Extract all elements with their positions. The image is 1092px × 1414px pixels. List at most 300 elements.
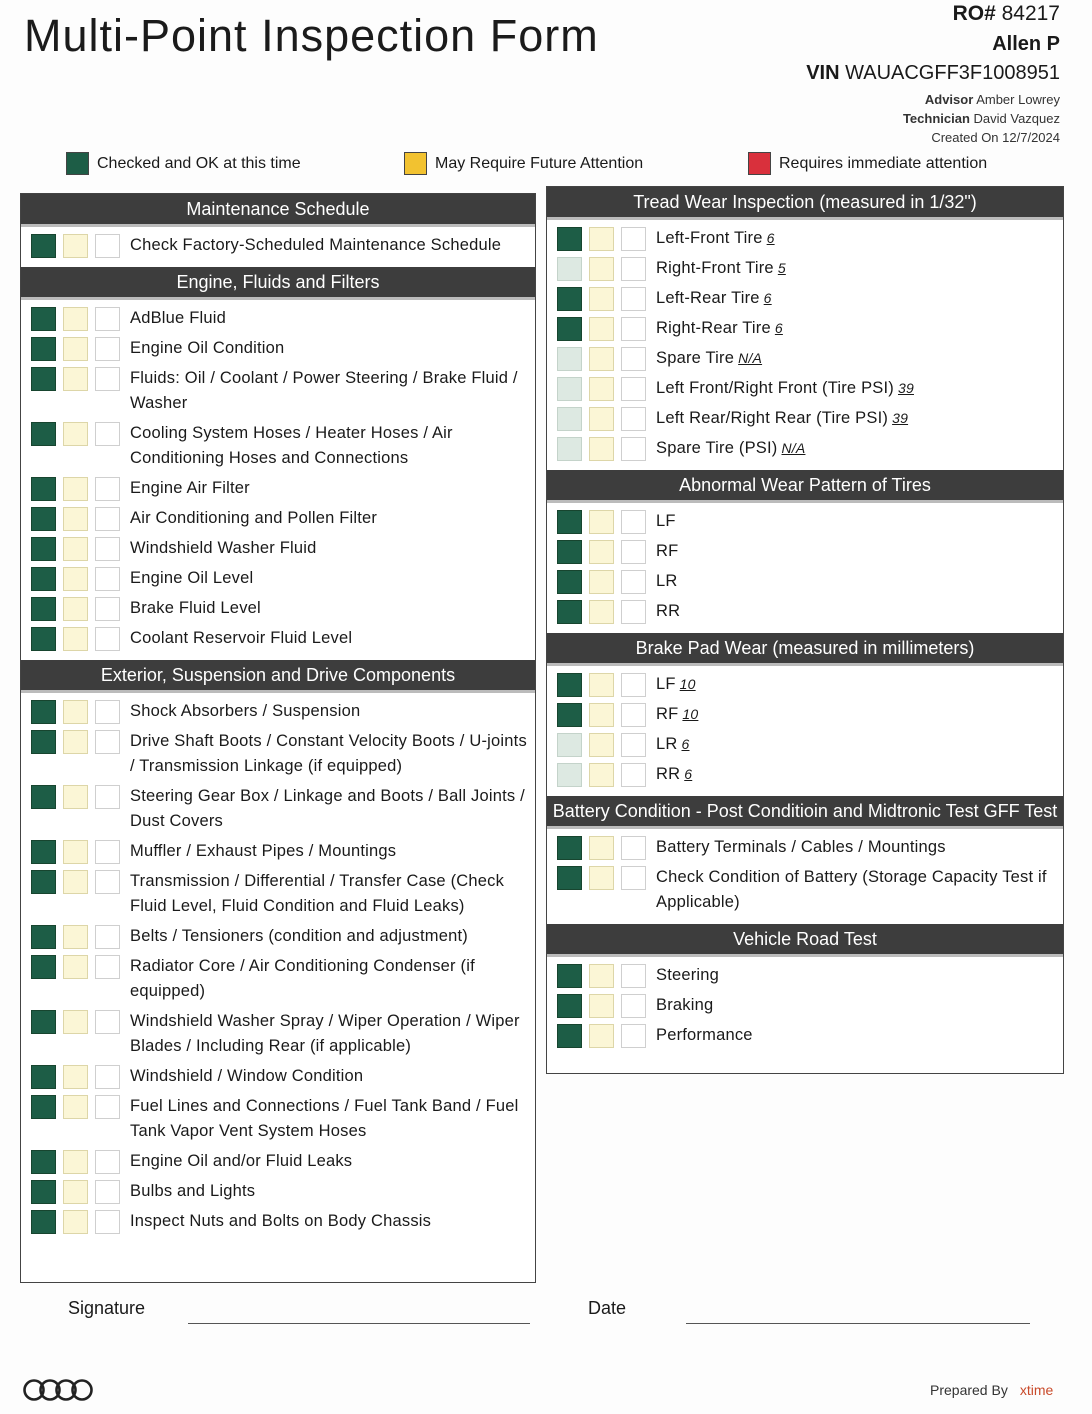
checklist-item <box>21 566 535 591</box>
status-boxes <box>31 477 120 501</box>
future-attention-checkbox[interactable] <box>589 673 614 697</box>
created-date: Created On 12/7/2024 <box>931 130 1060 145</box>
ok-checkbox[interactable] <box>557 673 582 697</box>
item-label <box>130 954 527 1004</box>
immediate-attention-checkbox[interactable] <box>95 307 120 331</box>
item-text: Engine Oil Level <box>130 569 254 587</box>
future-attention-checkbox[interactable] <box>63 785 88 809</box>
future-attention-checkbox[interactable] <box>589 287 614 311</box>
item-text: Engine Oil and/or Fluid Leaks <box>130 1152 353 1170</box>
rings-logo-icon <box>22 1378 94 1402</box>
status-boxes <box>31 955 120 979</box>
item-text: Engine Oil Condition <box>130 339 285 357</box>
ok-checkbox[interactable] <box>31 627 56 651</box>
item-label <box>130 1179 255 1204</box>
immediate-attention-checkbox[interactable] <box>95 367 120 391</box>
immediate-attention-checkbox[interactable] <box>621 510 646 534</box>
immediate-attention-checkbox[interactable] <box>621 733 646 757</box>
ok-checkbox[interactable] <box>557 570 582 594</box>
item-text: Right-Front Tire <box>656 259 774 277</box>
section-body <box>21 227 535 267</box>
immediate-attention-checkbox[interactable] <box>95 840 120 864</box>
ok-checkbox[interactable] <box>31 1180 56 1204</box>
future-attention-checkbox[interactable] <box>63 307 88 331</box>
immediate-attention-checkbox[interactable] <box>95 507 120 531</box>
future-attention-checkbox[interactable] <box>63 477 88 501</box>
immediate-attention-checkbox[interactable] <box>95 1010 120 1034</box>
checklist-item <box>547 732 1063 757</box>
status-boxes <box>557 600 646 624</box>
item-text: LF <box>656 512 676 530</box>
checklist-item <box>21 626 535 651</box>
status-boxes <box>557 866 646 890</box>
ok-checkbox[interactable] <box>31 955 56 979</box>
ok-checkbox[interactable] <box>557 836 582 860</box>
measurement-value: 6 <box>763 290 772 306</box>
future-attention-checkbox[interactable] <box>589 703 614 727</box>
section-body <box>547 220 1063 470</box>
item-label <box>130 596 261 621</box>
item-label <box>130 839 396 864</box>
section-header-maintenance-schedule: Maintenance Schedule <box>21 194 535 227</box>
status-boxes <box>557 227 646 251</box>
immediate-attention-checkbox[interactable] <box>95 1210 120 1234</box>
ok-checkbox[interactable] <box>31 1210 56 1234</box>
immediate-attention-checkbox[interactable] <box>95 1150 120 1174</box>
status-boxes <box>31 925 120 949</box>
future-attention-checkbox[interactable] <box>63 955 88 979</box>
ok-checkbox[interactable] <box>557 733 582 757</box>
item-label <box>130 306 226 331</box>
immediate-attention-checkbox[interactable] <box>621 994 646 1018</box>
item-text: Windshield Washer Spray / Wiper Operation / Wiper Blades / Including Rear (if applicable) <box>130 1012 520 1055</box>
item-text: AdBlue Fluid <box>130 309 226 327</box>
immediate-attention-checkbox[interactable] <box>621 317 646 341</box>
item-text: LF <box>656 675 676 693</box>
ok-checkbox[interactable] <box>557 377 582 401</box>
ok-checkbox[interactable] <box>557 407 582 431</box>
immediate-attention-checkbox[interactable] <box>621 964 646 988</box>
immediate-attention-checkbox[interactable] <box>621 287 646 311</box>
checklist-item <box>21 1149 535 1174</box>
immediate-attention-checkbox[interactable] <box>621 866 646 890</box>
ok-checkbox[interactable] <box>31 422 56 446</box>
ok-checkbox[interactable] <box>31 700 56 724</box>
ok-checkbox[interactable] <box>557 257 582 281</box>
item-text: Steering <box>656 966 720 984</box>
immediate-attention-checkbox[interactable] <box>95 627 120 651</box>
future-attention-checkbox[interactable] <box>589 407 614 431</box>
immediate-attention-checkbox[interactable] <box>621 407 646 431</box>
immediate-attention-checkbox[interactable] <box>95 537 120 561</box>
immediate-attention-checkbox[interactable] <box>621 377 646 401</box>
ok-checkbox[interactable] <box>31 477 56 501</box>
item-text: Performance <box>656 1026 753 1044</box>
future-attention-checkbox[interactable] <box>589 227 614 251</box>
status-boxes <box>31 785 120 809</box>
item-text: Spare Tire (PSI) <box>656 439 778 457</box>
item-label <box>656 376 914 401</box>
advisor: Advisor Amber Lowrey <box>924 92 1060 107</box>
immediate-attention-checkbox[interactable] <box>95 477 120 501</box>
ok-checkbox[interactable] <box>31 507 56 531</box>
section-header-engine-fluids-and-filters: Engine, Fluids and Filters <box>21 267 535 300</box>
item-label <box>130 729 527 779</box>
status-boxes <box>557 1024 646 1048</box>
ok-checkbox[interactable] <box>31 307 56 331</box>
immediate-attention-checkbox[interactable] <box>621 570 646 594</box>
immediate-attention-checkbox[interactable] <box>95 870 120 894</box>
status-boxes <box>31 234 120 258</box>
future-attention-checkbox[interactable] <box>63 567 88 591</box>
immediate-attention-checkbox[interactable] <box>621 600 646 624</box>
item-label <box>130 699 360 724</box>
item-label <box>130 1094 527 1144</box>
item-label <box>656 316 783 341</box>
section-body <box>21 693 535 1243</box>
future-attention-checkbox[interactable] <box>589 836 614 860</box>
ok-checkbox[interactable] <box>31 1065 56 1089</box>
item-label <box>656 286 772 311</box>
item-text: RR <box>656 765 681 783</box>
item-text: Windshield Washer Fluid <box>130 539 317 557</box>
immediate-attention-checkbox[interactable] <box>95 597 120 621</box>
section-body <box>547 957 1063 1057</box>
legend-future: May Require Future Attention <box>404 152 643 175</box>
checklist-item <box>21 1009 535 1059</box>
legend-ok: Checked and OK at this time <box>66 152 301 175</box>
item-text: Bulbs and Lights <box>130 1182 256 1200</box>
immediate-swatch <box>748 152 771 175</box>
immediate-attention-checkbox[interactable] <box>95 925 120 949</box>
status-boxes <box>31 1210 120 1234</box>
ok-checkbox[interactable] <box>557 600 582 624</box>
item-label <box>130 1064 363 1089</box>
checklist-item <box>21 421 535 471</box>
future-attention-checkbox[interactable] <box>589 510 614 534</box>
item-label <box>130 506 377 531</box>
future-attention-checkbox[interactable] <box>589 437 614 461</box>
status-boxes <box>557 437 646 461</box>
ok-checkbox[interactable] <box>31 337 56 361</box>
item-label <box>130 476 250 501</box>
item-text: Cooling System Hoses / Heater Hoses / Air Conditioning Hoses and Connections <box>130 424 453 467</box>
item-text: Drive Shaft Boots / Constant Velocity Boots / U-joints / Transmission Linkage (if equipped) <box>130 732 527 775</box>
future-attention-checkbox[interactable] <box>63 627 88 651</box>
item-text: Air Conditioning and Pollen Filter <box>130 509 378 527</box>
item-label <box>656 599 680 624</box>
future-attention-checkbox[interactable] <box>63 537 88 561</box>
immediate-attention-checkbox[interactable] <box>95 700 120 724</box>
status-boxes <box>557 510 646 534</box>
immediate-attention-checkbox[interactable] <box>95 422 120 446</box>
item-label <box>656 762 692 787</box>
future-attention-checkbox[interactable] <box>63 1065 88 1089</box>
status-boxes <box>557 763 646 787</box>
measurement-value: 6 <box>766 230 775 246</box>
ok-checkbox[interactable] <box>557 347 582 371</box>
future-attention-checkbox[interactable] <box>63 925 88 949</box>
item-label <box>130 1009 527 1059</box>
date-line[interactable] <box>686 1322 1030 1324</box>
future-attention-checkbox[interactable] <box>589 570 614 594</box>
ok-checkbox[interactable] <box>557 437 582 461</box>
ok-checkbox[interactable] <box>31 537 56 561</box>
immediate-attention-checkbox[interactable] <box>95 1095 120 1119</box>
ok-checkbox[interactable] <box>557 1024 582 1048</box>
item-label <box>656 436 805 461</box>
checklist-item <box>547 835 1063 860</box>
ok-checkbox[interactable] <box>31 1095 56 1119</box>
section-header-exterior-suspension-and-drive-components: Exterior, Suspension and Drive Components <box>21 660 535 693</box>
checklist-item <box>547 599 1063 624</box>
checklist-item <box>547 286 1063 311</box>
status-boxes <box>31 1150 120 1174</box>
item-text: Battery Terminals / Cables / Mountings <box>656 838 946 856</box>
item-label <box>656 1023 753 1048</box>
checklist-item <box>21 366 535 416</box>
item-text: Transmission / Differential / Transfer Case (Check Fluid Level, Fluid Condition and Fluid Leaks) <box>130 872 505 915</box>
item-text: Radiator Core / Air Conditioning Condenser (if equipped) <box>130 957 475 1000</box>
item-text: Engine Air Filter <box>130 479 250 497</box>
section-header-battery-condition-post-conditioin-and-mi: Battery Condition - Post Conditioin and Midtronic Test GFF Test <box>547 796 1063 829</box>
ok-checkbox[interactable] <box>31 1010 56 1034</box>
future-attention-checkbox[interactable] <box>63 367 88 391</box>
future-attention-checkbox[interactable] <box>63 700 88 724</box>
ok-checkbox[interactable] <box>557 510 582 534</box>
item-label <box>656 672 696 697</box>
item-label <box>130 1209 431 1234</box>
immediate-attention-checkbox[interactable] <box>95 337 120 361</box>
item-text: LR <box>656 572 678 590</box>
future-attention-checkbox[interactable] <box>63 870 88 894</box>
measurement-value: N/A <box>781 440 806 456</box>
vin: VIN WAUACGFF3F1008951 <box>806 62 1060 84</box>
item-label <box>656 226 775 251</box>
checklist-item <box>547 672 1063 697</box>
immediate-attention-checkbox[interactable] <box>621 227 646 251</box>
future-attention-checkbox[interactable] <box>589 733 614 757</box>
future-attention-checkbox[interactable] <box>589 317 614 341</box>
ok-checkbox[interactable] <box>31 597 56 621</box>
status-boxes <box>31 422 120 446</box>
future-attention-checkbox[interactable] <box>589 994 614 1018</box>
checklist-item <box>21 1064 535 1089</box>
immediate-attention-checkbox[interactable] <box>621 703 646 727</box>
section-header-abnormal-wear-pattern-of-tires: Abnormal Wear Pattern of Tires <box>547 470 1063 503</box>
item-text: Shock Absorbers / Suspension <box>130 702 361 720</box>
item-text: Fluids: Oil / Coolant / Power Steering / Brake Fluid / Washer <box>130 369 518 412</box>
checklist-item <box>21 596 535 621</box>
ok-checkbox[interactable] <box>31 730 56 754</box>
item-text: Steering Gear Box / Linkage and Boots / Ball Joints / Dust Covers <box>130 787 525 830</box>
status-boxes <box>557 317 646 341</box>
ok-checkbox[interactable] <box>557 866 582 890</box>
future-attention-checkbox[interactable] <box>589 540 614 564</box>
future-attention-checkbox[interactable] <box>63 337 88 361</box>
future-attention-checkbox[interactable] <box>589 377 614 401</box>
status-boxes <box>557 994 646 1018</box>
future-attention-checkbox[interactable] <box>63 1150 88 1174</box>
section-header-tread-wear-inspection-measured-in-1-32: Tread Wear Inspection (measured in 1/32") <box>547 187 1063 220</box>
ok-checkbox[interactable] <box>31 1150 56 1174</box>
checklist-item <box>21 233 535 258</box>
status-boxes <box>557 733 646 757</box>
measurement-value: 39 <box>897 380 914 396</box>
future-attention-checkbox[interactable] <box>63 234 88 258</box>
future-attention-checkbox[interactable] <box>63 730 88 754</box>
ok-checkbox[interactable] <box>557 763 582 787</box>
ok-checkbox[interactable] <box>557 287 582 311</box>
status-boxes <box>31 1065 120 1089</box>
item-label <box>656 993 713 1018</box>
signature-label: Signature <box>68 1298 146 1318</box>
checklist-item <box>21 476 535 501</box>
item-text: Inspect Nuts and Bolts on Body Chassis <box>130 1212 432 1230</box>
status-boxes <box>557 407 646 431</box>
status-boxes <box>31 870 120 894</box>
future-attention-checkbox[interactable] <box>63 1010 88 1034</box>
future-attention-checkbox[interactable] <box>63 507 88 531</box>
checklist-item <box>547 376 1063 401</box>
status-boxes <box>557 964 646 988</box>
ok-checkbox[interactable] <box>31 234 56 258</box>
future-attention-checkbox[interactable] <box>63 422 88 446</box>
future-attention-checkbox[interactable] <box>589 1024 614 1048</box>
item-text: Belts / Tensioners (condition and adjustment) <box>130 927 468 945</box>
future-attention-checkbox[interactable] <box>589 763 614 787</box>
section-body <box>547 829 1063 924</box>
item-label <box>130 421 527 471</box>
future-attention-checkbox[interactable] <box>63 1180 88 1204</box>
ro-number: RO# 84217 <box>952 2 1060 25</box>
checklist-item <box>21 869 535 919</box>
immediate-attention-checkbox[interactable] <box>621 347 646 371</box>
status-boxes <box>557 570 646 594</box>
ok-checkbox[interactable] <box>31 567 56 591</box>
item-label <box>656 346 762 371</box>
ok-checkbox[interactable] <box>557 227 582 251</box>
measurement-value: 6 <box>681 736 690 752</box>
status-boxes <box>31 627 120 651</box>
item-label <box>656 835 946 860</box>
immediate-attention-checkbox[interactable] <box>621 257 646 281</box>
xtime-logo: xtime <box>1019 1382 1054 1398</box>
ok-checkbox[interactable] <box>557 317 582 341</box>
immediate-attention-checkbox[interactable] <box>95 955 120 979</box>
ok-checkbox[interactable] <box>557 540 582 564</box>
ok-checkbox[interactable] <box>31 870 56 894</box>
ok-checkbox[interactable] <box>557 964 582 988</box>
ok-checkbox[interactable] <box>557 994 582 1018</box>
ok-checkbox[interactable] <box>31 785 56 809</box>
measurement-value: 10 <box>682 706 699 722</box>
item-text: Left-Rear Tire <box>656 289 760 307</box>
item-label <box>656 963 719 988</box>
immediate-attention-checkbox[interactable] <box>95 785 120 809</box>
future-attention-checkbox[interactable] <box>63 597 88 621</box>
ok-checkbox[interactable] <box>31 840 56 864</box>
checklist-item <box>547 226 1063 251</box>
item-label <box>130 869 527 919</box>
immediate-attention-checkbox[interactable] <box>95 567 120 591</box>
immediate-attention-checkbox[interactable] <box>621 1024 646 1048</box>
status-boxes <box>31 1180 120 1204</box>
item-label <box>130 1149 352 1174</box>
immediate-attention-checkbox[interactable] <box>95 730 120 754</box>
item-text: Check Condition of Battery (Storage Capacity Test if Applicable) <box>656 868 1047 911</box>
item-label <box>130 233 501 258</box>
status-boxes <box>557 540 646 564</box>
item-label <box>656 732 690 757</box>
immediate-attention-checkbox[interactable] <box>95 1180 120 1204</box>
checklist-item <box>21 506 535 531</box>
section-body <box>21 300 535 660</box>
section-header-brake-pad-wear-measured-in-millimeters: Brake Pad Wear (measured in millimeters) <box>547 633 1063 666</box>
future-attention-checkbox[interactable] <box>589 964 614 988</box>
future-attention-checkbox[interactable] <box>63 1095 88 1119</box>
item-label <box>130 536 316 561</box>
future-attention-checkbox[interactable] <box>589 866 614 890</box>
status-boxes <box>31 507 120 531</box>
future-attention-checkbox[interactable] <box>589 257 614 281</box>
immediate-attention-checkbox[interactable] <box>621 836 646 860</box>
checklist-item <box>21 924 535 949</box>
item-label <box>656 539 678 564</box>
status-boxes <box>31 1010 120 1034</box>
checklist-item <box>21 839 535 864</box>
item-text: Windshield / Window Condition <box>130 1067 364 1085</box>
item-text: Check Factory-Scheduled Maintenance Schedule <box>130 236 502 254</box>
future-attention-checkbox[interactable] <box>63 1210 88 1234</box>
item-text: Left Front/Right Front (Tire PSI) <box>656 379 894 397</box>
immediate-attention-checkbox[interactable] <box>621 763 646 787</box>
status-boxes <box>557 377 646 401</box>
immediate-attention-checkbox[interactable] <box>95 1065 120 1089</box>
signature-line[interactable] <box>188 1322 530 1324</box>
item-text: Coolant Reservoir Fluid Level <box>130 629 353 647</box>
item-label <box>130 626 352 651</box>
checklist-item <box>21 1094 535 1144</box>
checklist-item <box>547 993 1063 1018</box>
checklist-item <box>547 256 1063 281</box>
ok-checkbox[interactable] <box>31 925 56 949</box>
checklist-item <box>21 699 535 724</box>
future-attention-checkbox[interactable] <box>589 347 614 371</box>
immediate-attention-checkbox[interactable] <box>621 673 646 697</box>
immediate-attention-checkbox[interactable] <box>621 437 646 461</box>
status-boxes <box>31 537 120 561</box>
right-column <box>546 186 1064 1074</box>
status-boxes <box>557 673 646 697</box>
immediate-attention-checkbox[interactable] <box>621 540 646 564</box>
prepared-by: Prepared By xtime <box>930 1382 1054 1398</box>
item-label <box>656 702 698 727</box>
item-label <box>656 509 676 534</box>
checklist-item <box>547 346 1063 371</box>
checklist-item <box>21 336 535 361</box>
future-attention-checkbox[interactable] <box>63 840 88 864</box>
future-attention-checkbox[interactable] <box>589 600 614 624</box>
item-text: Right-Rear Tire <box>656 319 771 337</box>
section-header-vehicle-road-test: Vehicle Road Test <box>547 924 1063 957</box>
item-text: Braking <box>656 996 714 1014</box>
immediate-attention-checkbox[interactable] <box>95 234 120 258</box>
ok-checkbox[interactable] <box>31 367 56 391</box>
status-boxes <box>31 307 120 331</box>
section-body <box>547 666 1063 796</box>
ok-checkbox[interactable] <box>557 703 582 727</box>
